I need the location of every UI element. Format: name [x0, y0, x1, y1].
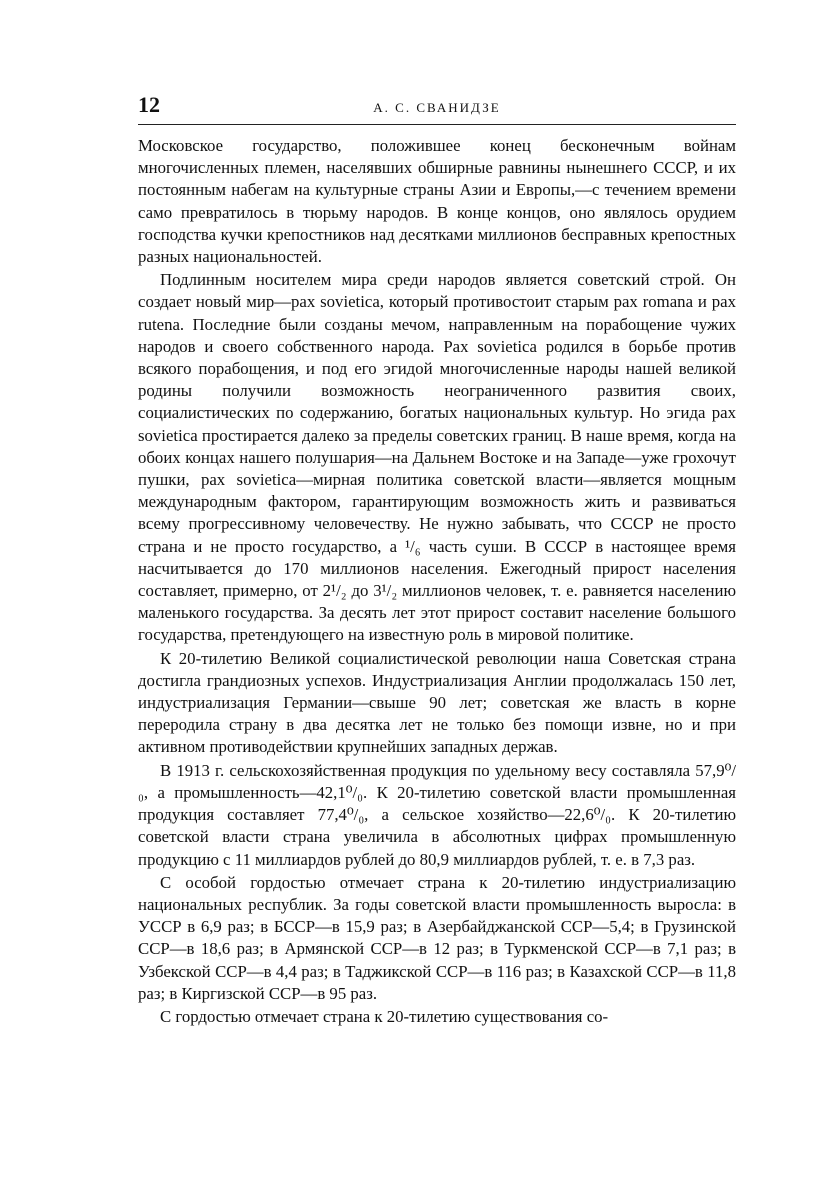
- book-page: [138, 90, 736, 1028]
- page-number: 12: [138, 92, 160, 117]
- paragraph: С особой гордостью отмечает страна к 20-тилетию индустриализацию национальных республик. За годы советской власти промышленность выросла: в УССР в 6,9 раз; в БССР—в 15,9 раз; в Азербайджанской ССР—5,4; в Грузинской ССР—в 18,6 раз; в Армянской ССР—в 12 раз; в Туркменской ССР—в 7,1 раз; в Узбекской ССР—в 4,4 раз; в Таджикской ССР—в 116 раз; в Казахской ССР—в 11,8 раз; в Киргизской ССР—в 95 раз.: [138, 872, 736, 1003]
- body-text: [138, 135, 736, 1028]
- running-title: А. С. СВАНИДЗЕ: [373, 100, 501, 115]
- paragraph: К 20-тилетию Великой социалистической революции наша Советская страна достигла грандиозных успехов. Индустриализация Англии продолжалась 150 лет, индустриализация Германии—свыше 90 лет; советская же власть в корне переродила страну в два десятка лет не только без помощи извне, но и при активном противодействии крупнейших западных держав.: [138, 648, 736, 757]
- paragraph: Московское государство, положившее конец бесконечным войнам многочисленных племен, населявших обширные равнины нынешнего СССР, и их постоянным набегам на культурные страны Азии и Европы,—с течением времени само превратилось в тюрьму народов. В конце концов, оно являлось орудием господства кучки крепостников над десятками миллионов бесправных крепостных разных национальностей.: [138, 136, 736, 267]
- running-head: [138, 90, 736, 125]
- paragraph: Подлинным носителем мира среди народов является советский строй. Он создает новый мир—pax sovietica, который противостоит старым pax romana и pax rutena. Последние были созданы мечом, направленным на порабощение чужих народов и своего собственного народа. Pax sovietica родился в борьбе против всякого порабощения, и под его эгидой многочисленные народы нашей великой родины получили возможность неограниченного развития своих, социалистических по содержанию, богатых национальных культур. Но эгида pax sovietica простирается далеко за пределы советских границ. В наше время, когда на обоих концах нашего полушария—на Дальнем Востоке и на Западе—уже грохочут пушки, pax sovietica—мирная политика советской власти—является мощным международным фактором, гарантирующим возможность жить и развиваться всему прогрессивному человечеству. Не нужно забывать, что СССР не просто страна и не просто государство, а ¹/₆ часть суши. В СССР в настоящее время насчитывается до 170 миллионов населения. Ежегодный прирост населения составляет, примерно, от 2¹/₂ до 3¹/₂ миллионов человек, т. е. равняется населению маленького государства. За десять лет этот прирост составит население большого государства, претендующего на известную роль в мировой политике.: [138, 270, 736, 645]
- paragraph: В 1913 г. сельскохозяйственная продукция по удельному весу составляла 57,9⁰/₀, а промышленность—42,1⁰/₀. К 20-тилетию советской власти промышленная продукция составляет 77,4⁰/₀, а сельское хозяйство—22,6⁰/₀. К 20-тилетию советской власти страна увеличила в абсолютных цифрах промышленную продукцию с 11 миллиардов рублей до 80,9 миллиардов рублей, т. е. в 7,3 раз.: [138, 760, 736, 869]
- paragraph: С гордостью отмечает страна к 20-тилетию существования со-: [160, 1006, 609, 1026]
